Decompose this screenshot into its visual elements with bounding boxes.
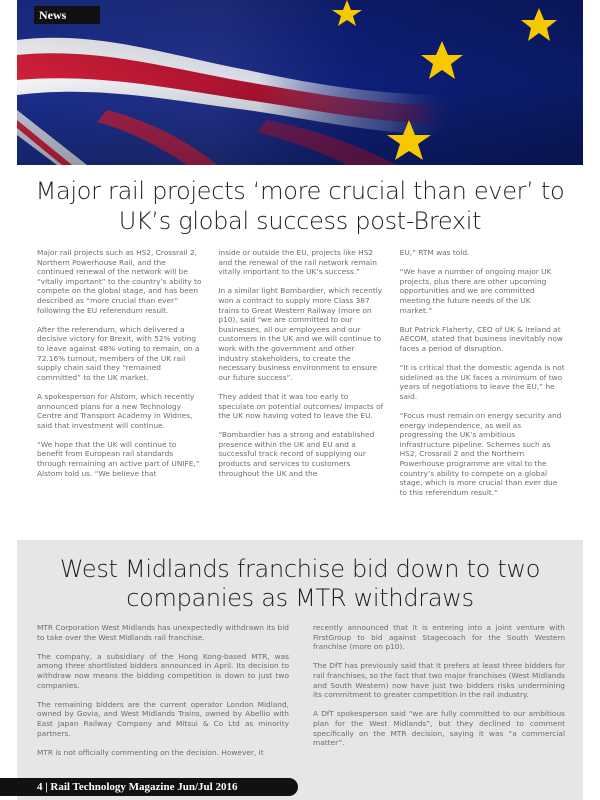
paragraph: The company, a subsidiary of the Hong Kong-based MTR, was among three shortlisted bidders announced in April. Its decision to withdraw now means the bidding competition is down to just two companies. — [37, 651, 289, 690]
paragraph: In a similar light Bombardier, which recently won a contract to supply more Class 387 trains to Great Western Railway (more on p10), said “we are committed to our businesses, all our employees and our customers in the UK and we will continue to work with the government and other industry stakeholders, to create the necessary business environment to ensure our future success”. — [218, 286, 383, 382]
section-label — [34, 6, 100, 24]
paragraph: After the referendum, which delivered a decisive victory for Brexit, with 52% voting to leave against 48% voting to remain, on a 72.16% turnout, members of the UK rail supply chain said they “remained committed” to the UK market. — [37, 324, 200, 382]
article-column-2 — [313, 623, 565, 767]
article-column-2 — [218, 248, 383, 507]
section-label-text: News — [39, 8, 67, 22]
paragraph: inside or outside the EU, projects like HS2 and the renewal of the rail network remain vitally important to the UK’s success.” — [218, 248, 377, 277]
paragraph: They added that it was too early to speculate on potential outcomes/ impacts of the UK now having voted to leave the EU. — [218, 391, 384, 421]
article-column-1 — [37, 623, 289, 767]
paragraph: “Bombardier has a strong and established presence within the UK and EU and a successful track record of supplying our products and services to customers throughout the UK and the — [218, 430, 375, 478]
article-column-1 — [37, 248, 202, 507]
paragraph: The DfT has previously said that it prefers at least three bidders for rail franchises, so the fact that two major franchises (West Midlands and South Western) now have just two bidders risks undermining its commitment to greater competition in the rail industry. — [313, 661, 565, 700]
article-headline-west-midlands: West Midlands franchise bid down to two companies as MTR withdraws — [59, 555, 541, 612]
paragraph: recently announced that it is entering into a joint venture with FirstGroup to bid against Stagecoach for the South Western franchise (more on p10). — [313, 623, 565, 652]
page-footer — [0, 778, 298, 796]
article-body-brexit — [37, 248, 565, 507]
paragraph: EU,” RTM was told. — [399, 248, 470, 257]
paragraph: “We have a number of ongoing major UK projects, plus there are other upcoming opportunities and we are committed meeting the future needs of the UK market.” — [399, 267, 552, 315]
paragraph: The remaining bidders are the current operator London Midland, owned by Govia, and West Midlands Trains, owned by Abellio with East Japan Railway Company and Mitsui & Co Ltd as minority partners. — [37, 699, 289, 738]
paragraph: MTR is not officially commenting on the decision. However, it — [37, 747, 264, 757]
paragraph: MTR Corporation West Midlands has unexpectedly withdrawn its bid to take over the West Midlands rail franchise. — [37, 623, 289, 642]
paragraph: A DfT spokesperson said “we are fully committed to our ambitious plan for the West Midlands”, but they declined to comment specifically on the MTR decision, saying it was “a commercial matter”. — [313, 709, 565, 748]
paragraph: Major rail projects such as HS2, Crossrail 2, Northern Powerhouse Rail, and the continued renewal of the network will be “vitally important” to the country’s ability to compete on the global stage, and has been described as “more crucial than ever” following the EU referendum result. — [37, 248, 202, 315]
paragraph: “Focus must remain on energy security and energy independence, as well as progressing the UK’s ambitious infrastructure pipeline. Schemes such as HS2, Crossrail 2 and the Northern Powerhouse programme are vital to the country’s ability to compete on a global stage, which is more crucial than ever due to this referendum result.” — [399, 411, 562, 497]
paragraph: “We hope that the UK will continue to benefit from European rail standards through remaining an active part of UNIFE,” Alstom told us. “We believe that — [37, 439, 200, 478]
paragraph: “It is critical that the domestic agenda is not sidelined as the UK faces a minimum of two years of negotiations to leave the EU,” he said. — [399, 363, 565, 401]
article-body-west-midlands — [37, 623, 565, 767]
uk-eu-flag-illustration — [17, 0, 583, 165]
paragraph: A spokesperson for Alstom, which recently announced plans for a new Technology Centre and Transport Academy in Widnes, said that investment will continue. — [37, 391, 195, 430]
paragraph: But Patrick Flaherty, CEO of UK & Ireland at AECOM, stated that business inevitably now faces a period of disruption. — [399, 324, 563, 353]
article-column-3 — [400, 248, 565, 507]
footer-page-info: 4 | Rail Technology Magazine Jun/Jul 2016 — [37, 781, 238, 793]
article-headline-brexit: Major rail projects ‘more crucial than ever’ to UK’s global success post-Brexit — [35, 177, 565, 235]
flag-banner-image — [17, 0, 583, 165]
